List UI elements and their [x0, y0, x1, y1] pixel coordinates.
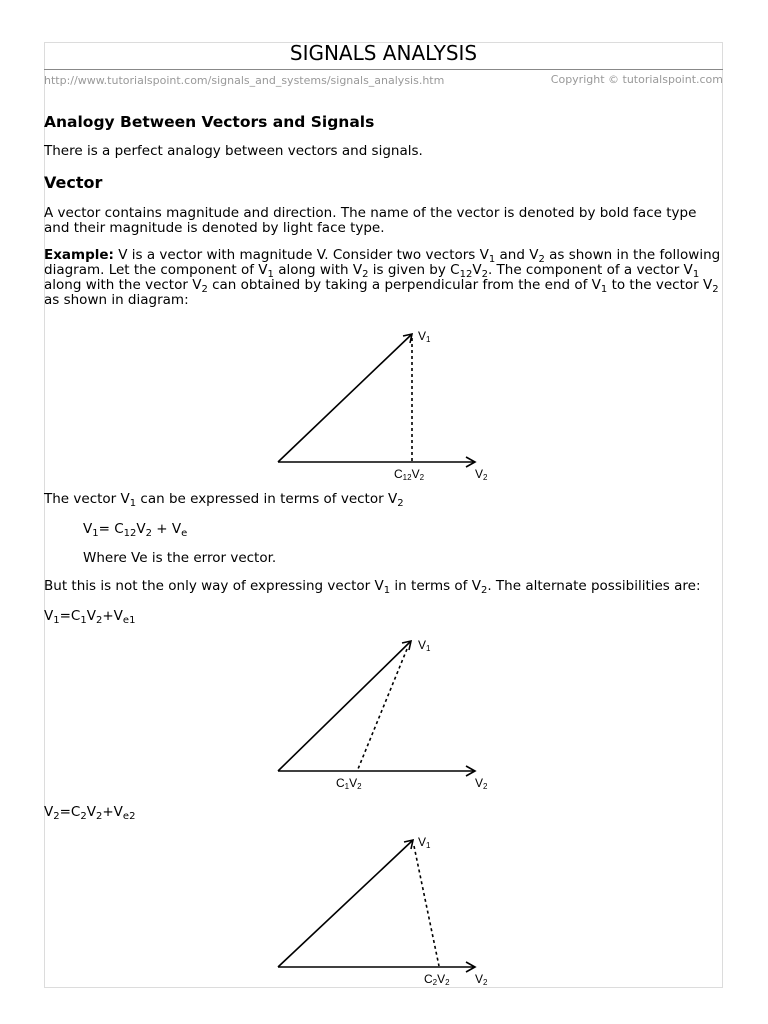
error-vector-dashed-line	[358, 649, 407, 769]
vector-paragraph: A vector contains magnitude and direction. The name of the vector is denoted by bold face type and their magnitude is denoted by light face type.	[44, 205, 697, 236]
error-vector-dashed-line	[414, 846, 439, 966]
title-divider	[44, 69, 723, 70]
expressed-paragraph: The vector $V_1$ can be expressed in terms of vector $V_2$	[44, 491, 404, 509]
vector-v1-line	[278, 840, 413, 967]
vector-diagram-alt-1	[270, 635, 500, 795]
vector-diagram-alt-2	[270, 832, 500, 988]
copyright-notice: Copyright © tutorialspoint.com	[550, 73, 723, 86]
page-title: SIGNALS ANALYSIS	[289, 41, 478, 65]
label-v1: V1	[418, 329, 431, 344]
alternate-paragraph: But this is not the only way of expressing vector $V_1$ in terms of $V_2$. The alternate possibilities are:	[44, 578, 701, 596]
label-component: C2V2	[424, 972, 450, 987]
label-v2: V2	[475, 776, 488, 791]
equation-alt-2: $V_2=C_2V_2+V_{e2}$	[44, 804, 136, 822]
equation-alt-1: $V_1=C_1V_2+V_{e1}$	[44, 608, 136, 626]
equation-main: $V_1= C_{12}V_2 + V_e$	[83, 521, 188, 539]
example-label: Example:	[44, 247, 114, 263]
section-heading-vector: Vector	[44, 173, 103, 192]
label-v1: V1	[418, 835, 431, 850]
label-component: C12V2	[394, 467, 425, 482]
vector-v1-line	[278, 641, 411, 771]
analogy-paragraph: There is a perfect analogy between vectors and signals.	[44, 143, 423, 159]
source-url[interactable]: http://www.tutorialspoint.com/signals_and_systems/signals_analysis.htm	[44, 74, 445, 87]
error-vector-note: Where Ve is the error vector.	[83, 550, 277, 566]
example-paragraph: Example: V is a vector with magnitude V. Consider two vectors $V_1$ and $V_2$ as shown in the following diagram. Let the component of $V_1$ along with $V_2$ is given by $C_{12}V_2$. The component of a vector $V_1$ along with the vector $V_2$ can obtained by taking a perpendicular from the end of $V_1$ to the vector $V_2$ as shown in diagram:	[44, 247, 721, 308]
section-heading-analogy: Analogy Between Vectors and Signals	[44, 113, 375, 131]
label-component: C1V2	[336, 776, 362, 791]
label-v2: V2	[475, 972, 488, 987]
vector-diagram-perpendicular	[270, 326, 500, 486]
label-v2: V2	[475, 467, 488, 482]
vector-v1-line	[278, 334, 412, 462]
label-v1: V1	[418, 638, 431, 653]
